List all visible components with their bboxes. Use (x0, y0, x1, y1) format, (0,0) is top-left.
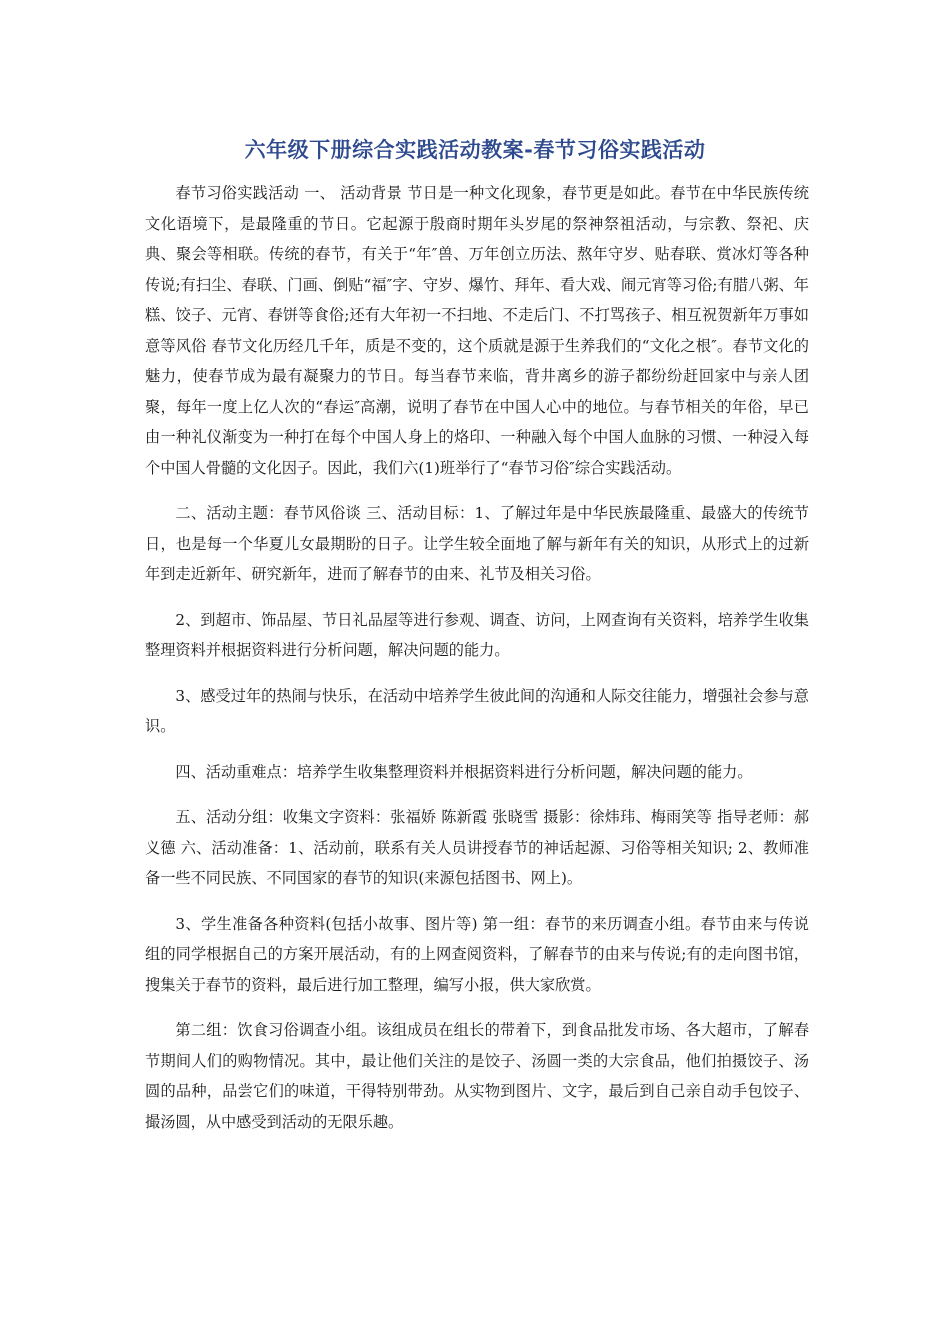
paragraph-goal-2: 2、到超市、饰品屋、节日礼品屋等进行参观、调查、访问，上网查询有关资料，培养学生收集整理资料并根据资料进行分析问题，解决问题的能力。 (145, 610, 809, 659)
paragraph-background: 春节习俗实践活动 一、 活动背景 节日是一种文化现象，春节更是如此。春节在中华民族传统文化语境下，是最隆重的节日。它起源于殷商时期年头岁尾的祭神祭祖活动，与宗教、祭祀、庆典、聚会等相联。传统的春节，有关于“年″兽、万年创立历法、熬年守岁、贴春联、赏冰灯等各种传说;有扫尘、春联、门画、倒贴“福″字、守岁、爆竹、拜年、看大戏、闹元宵等习俗;有腊八粥、年糕、饺子、元宵、春饼等食俗;还有大年初一不扫地、不走后门、不打骂孩子、相互祝贺新年万事如意等风俗 春节文化历经几千年，质是不变的，这个质就是源于生养我们的“文化之根″。春节文化的魅力，使春节成为最有凝聚力的节日。每当春节来临，背井离乡的游子都纷纷赶回家中与亲人团聚，每年一度上亿人次的“春运″高潮，说明了春节在中国人心中的地位。与春节相关的年俗，早已由一种礼仪渐变为一种打在每个中国人身上的烙印、一种融入每个中国人血脉的习惯、一种浸入每个中国人骨髓的文化因子。因此，我们六(1)班举行了“春节习俗″综合实践活动。 (145, 184, 809, 477)
paragraph-goal-3: 3、感受过年的热闹与快乐，在活动中培养学生彼此间的沟通和人际交往能力，增强社会参与意识。 (145, 686, 809, 735)
paragraph-key-points: 四、活动重难点：培养学生收集整理资料并根据资料进行分析问题，解决问题的能力。 (175, 762, 753, 781)
paragraph-group-2: 第二组：饮食习俗调查小组。该组成员在组长的带着下，到食品批发市场、各大超市，了解春节期间人们的购物情况。其中，最让他们关注的是饺子、汤圆一类的大宗食品，他们拍摄饺子、汤圆的品种，品尝它们的味道，干得特别带劲。从实物到图片、文字，最后到自己亲自动手包饺子、撮汤圆，从中感受到活动的无限乐趣。 (145, 1021, 809, 1131)
paragraph-grouping-prep: 五、活动分组：收集文字资料：张福娇 陈新霞 张晓雪 摄影：徐炜玮、梅雨笑等 指导老师：郝义德 六、活动准备：1、活动前，联系有关人员讲授春节的神话起源、习俗等相关知识; 2、教师准备一些不同民族、不同国家的春节的知识(来源包括图书、网上)。 (145, 808, 809, 887)
document-body (145, 178, 809, 1152)
document-title: 六年级下册综合实践活动教案-春节习俗实践活动 (244, 138, 706, 162)
paragraph-group-1: 3、学生准备各种资料(包括小故事、图片等) 第一组：春节的来历调查小组。春节由来与传说组的同学根据自己的方案开展活动，有的上网查阅资料，了解春节的由来与传说;有的走向图书馆，搜集关于春节的资料，最后进行加工整理，编写小报，供大家欣赏。 (145, 914, 809, 994)
paragraph-theme-goals: 二、活动主题：春节风俗谈 三、活动目标：1、了解过年是中华民族最隆重、最盛大的传统节日，也是每一个华夏儿女最期盼的日子。让学生较全面地了解与新年有关的知识，从形式上的过新年到走近新年、研究新年，进而了解春节的由来、礼节及相关习俗。 (145, 504, 809, 583)
